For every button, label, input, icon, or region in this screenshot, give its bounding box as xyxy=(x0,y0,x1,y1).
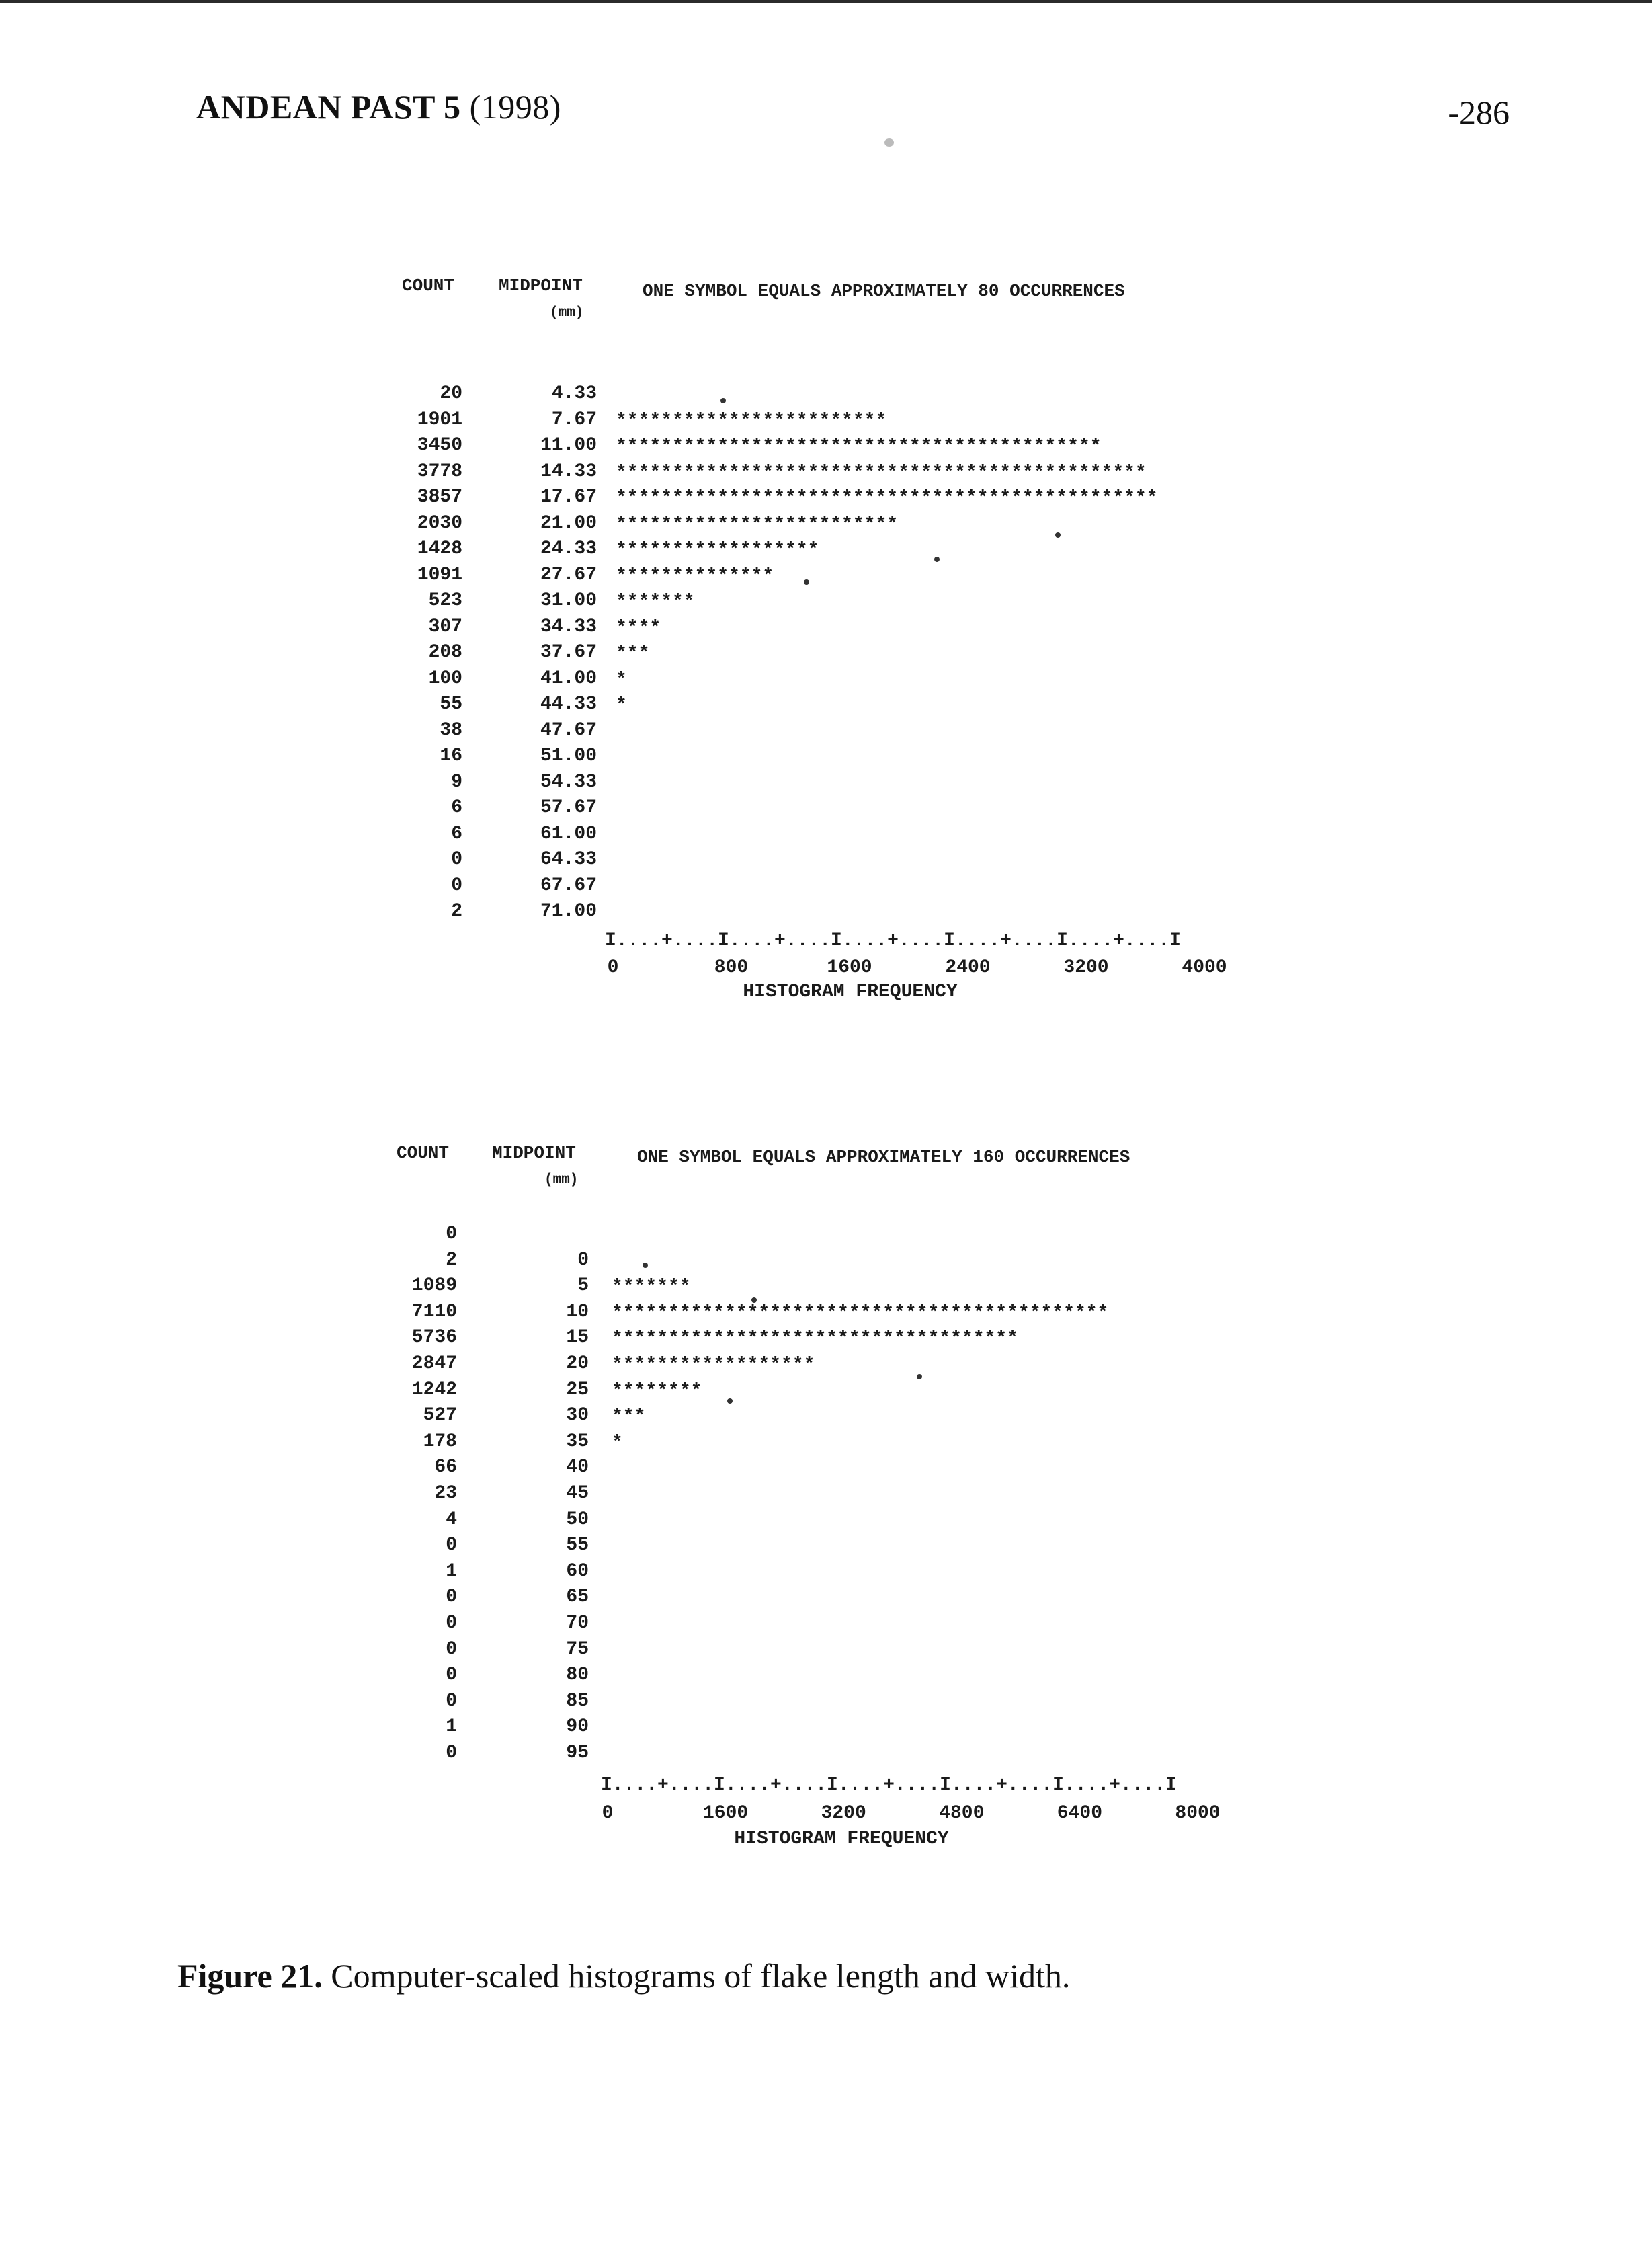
midpoint-unit: (mm) xyxy=(544,1172,579,1188)
midpoint-cell: 37.67 xyxy=(540,642,597,663)
scan-speck xyxy=(884,138,894,147)
midpoint-cell: 57.67 xyxy=(540,797,597,818)
midpoint-cell: 54.33 xyxy=(540,771,597,793)
count-cell: 2847 xyxy=(411,1353,457,1374)
midpoint-cell: 65 xyxy=(566,1587,589,1608)
midpoint-cell: 27.67 xyxy=(540,564,597,586)
midpoint-cell: 55 xyxy=(566,1535,589,1556)
count-cell: 20 xyxy=(440,383,462,404)
midpoint-cell: 31.00 xyxy=(540,590,597,611)
count-cell: 0 xyxy=(446,1690,457,1712)
scale-note: ONE SYMBOL EQUALS APPROXIMATELY 160 OCCURRENCES xyxy=(637,1147,1130,1167)
count-cell: 1428 xyxy=(417,538,462,559)
count-cell: 5736 xyxy=(411,1327,457,1349)
count-cell: 0 xyxy=(451,849,462,870)
count-cell: 527 xyxy=(423,1405,457,1427)
histogram-bar: ************************* xyxy=(616,514,899,535)
count-cell: 1 xyxy=(446,1560,457,1582)
count-cell: 3450 xyxy=(417,435,462,456)
count-cell: 523 xyxy=(428,590,462,611)
histogram-bar: ******* xyxy=(612,1277,691,1298)
midpoint-cell: 90 xyxy=(566,1716,589,1738)
midpoint-unit: (mm) xyxy=(550,305,584,321)
x-tick-label: 800 xyxy=(714,957,749,978)
midpoint-cell: 70 xyxy=(566,1613,589,1634)
histogram-bar: * xyxy=(612,1432,623,1453)
count-cell: 208 xyxy=(428,642,462,663)
x-tick-label: 3200 xyxy=(821,1803,866,1824)
midpoint-cell: 7.67 xyxy=(551,409,597,430)
count-cell: 2030 xyxy=(417,512,462,534)
midpoint-cell: 10 xyxy=(566,1301,589,1322)
running-head xyxy=(196,87,561,126)
histogram-bar: *** xyxy=(616,643,650,664)
count-cell: 2 xyxy=(451,901,462,922)
count-cell: 0 xyxy=(446,1665,457,1686)
midpoint-cell: 95 xyxy=(566,1742,589,1763)
count-header: COUNT xyxy=(397,1143,450,1163)
histogram-bar: *** xyxy=(612,1406,646,1428)
histogram-bar: * xyxy=(616,669,627,690)
count-cell: 7110 xyxy=(411,1301,457,1322)
scan-speck xyxy=(917,1374,922,1379)
midpoint-cell: 20 xyxy=(566,1353,589,1374)
count-cell: 1242 xyxy=(411,1379,457,1400)
midpoint-cell: 24.33 xyxy=(540,538,597,559)
figure-caption-text: Computer-scaled histograms of flake length and width. xyxy=(331,1957,1071,1995)
scan-speck xyxy=(934,557,940,562)
midpoint-cell: 4.33 xyxy=(551,383,597,404)
count-cell: 3857 xyxy=(417,487,462,508)
midpoint-cell: 61.00 xyxy=(540,823,597,844)
count-cell: 307 xyxy=(428,616,462,637)
count-cell: 6 xyxy=(451,823,462,844)
midpoint-cell: 75 xyxy=(566,1638,589,1660)
page-number: -286 xyxy=(1448,93,1510,131)
figure-label: Figure 21. xyxy=(177,1957,323,1995)
x-tick-label: 2400 xyxy=(945,957,991,978)
midpoint-cell: 14.33 xyxy=(540,460,597,482)
midpoint-cell: 67.67 xyxy=(540,875,597,896)
x-axis-rule: I....+....I....+....I....+....I....+....I....+....I xyxy=(601,1775,1177,1796)
midpoint-cell: 15 xyxy=(566,1327,589,1349)
x-tick-label: 1600 xyxy=(827,957,872,978)
count-cell: 0 xyxy=(446,1587,457,1608)
histogram-bar: ******************************************* xyxy=(616,436,1102,457)
midpoint-cell: 41.00 xyxy=(540,668,597,689)
midpoint-cell: 40 xyxy=(566,1457,589,1478)
scan-speck xyxy=(643,1263,648,1268)
histogram-bar: ******* xyxy=(616,592,695,612)
count-cell: 100 xyxy=(428,668,462,689)
count-cell: 0 xyxy=(451,875,462,896)
histogram-bar: *********************************************** xyxy=(616,462,1147,483)
count-cell: 55 xyxy=(440,694,462,715)
count-cell: 23 xyxy=(434,1483,457,1504)
x-tick-label: 0 xyxy=(607,957,619,978)
midpoint-cell: 47.67 xyxy=(540,719,597,741)
midpoint-cell: 60 xyxy=(566,1560,589,1582)
midpoint-cell: 0 xyxy=(577,1249,589,1271)
midpoint-cell: 17.67 xyxy=(540,487,597,508)
midpoint-cell: 85 xyxy=(566,1690,589,1712)
scale-note: ONE SYMBOL EQUALS APPROXIMATELY 80 OCCURRENCES xyxy=(643,281,1125,301)
midpoint-cell: 50 xyxy=(566,1509,589,1530)
count-cell: 0 xyxy=(446,1638,457,1660)
scan-speck xyxy=(1055,532,1061,538)
midpoint-cell: 44.33 xyxy=(540,694,597,715)
count-cell: 0 xyxy=(446,1613,457,1634)
midpoint-cell: 35 xyxy=(566,1431,589,1452)
midpoint-header: MIDPOINT xyxy=(492,1143,576,1163)
histogram-bar: ****************** xyxy=(616,540,819,561)
x-tick-label: 3200 xyxy=(1063,957,1109,978)
histogram-bar: ******** xyxy=(612,1380,702,1402)
histogram-bar: ************** xyxy=(616,565,774,587)
count-cell: 0 xyxy=(446,1535,457,1556)
x-tick-label: 6400 xyxy=(1057,1803,1102,1824)
count-cell: 6 xyxy=(451,797,462,818)
count-cell: 9 xyxy=(451,771,462,793)
midpoint-cell: 64.33 xyxy=(540,849,597,870)
midpoint-cell: 11.00 xyxy=(540,435,597,456)
x-tick-label: 1600 xyxy=(702,1803,749,1824)
top-rule xyxy=(0,0,1652,3)
count-cell: 2 xyxy=(446,1249,457,1271)
x-tick-label: 0 xyxy=(602,1803,614,1824)
scan-speck xyxy=(804,579,809,585)
scan-speck xyxy=(751,1297,757,1303)
count-cell: 1089 xyxy=(411,1275,457,1297)
x-axis-title: HISTOGRAM FREQUENCY xyxy=(743,981,958,1002)
count-cell: 16 xyxy=(440,746,462,766)
count-cell: 1 xyxy=(446,1716,457,1738)
count-cell: 66 xyxy=(434,1457,457,1478)
midpoint-cell: 25 xyxy=(566,1379,589,1400)
histogram-bar: ******************************************** xyxy=(612,1302,1109,1324)
midpoint-cell: 51.00 xyxy=(540,746,597,766)
midpoint-cell: 71.00 xyxy=(540,901,597,922)
journal-title: ANDEAN PAST 5 xyxy=(196,88,461,126)
histogram-bar: ************************ xyxy=(616,410,887,432)
x-axis-title: HISTOGRAM FREQUENCY xyxy=(734,1829,949,1849)
journal-year: (1998) xyxy=(469,88,561,126)
midpoint-cell: 30 xyxy=(566,1405,589,1427)
midpoint-cell: 21.00 xyxy=(540,512,597,534)
count-cell: 0 xyxy=(446,1742,457,1763)
count-cell: 38 xyxy=(440,719,462,741)
count-cell: 4 xyxy=(446,1509,457,1530)
midpoint-cell: 34.33 xyxy=(540,616,597,637)
count-cell: 1901 xyxy=(417,409,462,430)
histogram-bar: ************************************************ xyxy=(616,488,1158,509)
scan-speck xyxy=(727,1398,733,1404)
midpoint-cell: 80 xyxy=(566,1665,589,1686)
scan-speck xyxy=(720,398,726,403)
x-tick-label: 4000 xyxy=(1182,957,1227,978)
midpoint-header: MIDPOINT xyxy=(499,276,583,296)
figure-caption xyxy=(177,1956,1070,1995)
count-cell: 1091 xyxy=(417,564,462,586)
midpoint-cell: 45 xyxy=(566,1483,589,1504)
midpoint-cell: 5 xyxy=(577,1275,589,1297)
histogram-bar: ****************** xyxy=(612,1355,815,1375)
x-tick-label: 8000 xyxy=(1175,1803,1221,1824)
x-axis-rule: I....+....I....+....I....+....I....+....I....+....I xyxy=(605,930,1181,951)
histogram-bar: * xyxy=(616,695,627,716)
histogram-bar: **** xyxy=(616,617,661,639)
x-tick-label: 4800 xyxy=(939,1803,985,1824)
count-cell: 0 xyxy=(446,1224,457,1244)
count-header: COUNT xyxy=(402,276,455,296)
count-cell: 3778 xyxy=(417,460,462,482)
histogram-bar: ************************************ xyxy=(612,1328,1018,1350)
count-cell: 178 xyxy=(423,1431,457,1452)
